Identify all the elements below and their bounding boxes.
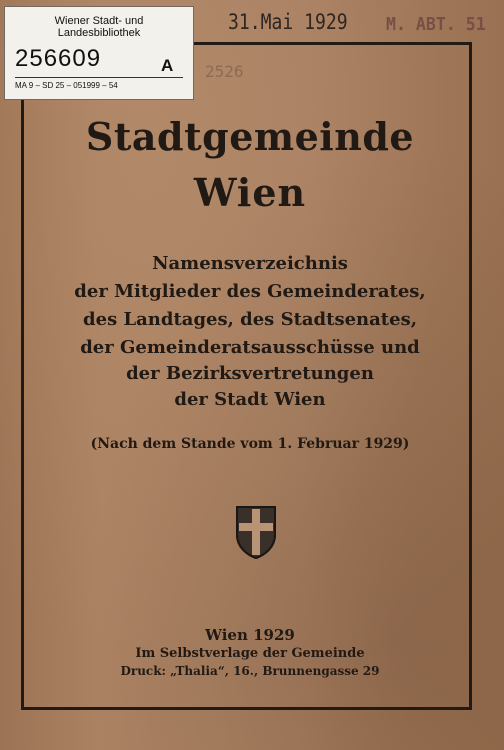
date-stamp: 31.Mai 1929 [228, 10, 348, 34]
library-shelf-number: 256609 [15, 45, 102, 72]
subtitle-line: des Landtages, des Stadtsenates, [83, 309, 417, 330]
title-line-2: Wien [193, 170, 307, 215]
library-code: MA 9 – SD 25 – 051999 – 54 [15, 81, 118, 90]
subtitle-line: der Gemeinderatsausschüsse und [80, 337, 420, 358]
library-name-line1: Wiener Stadt- und [54, 15, 144, 27]
subtitle-line: der Stadt Wien [174, 389, 326, 410]
library-label [4, 6, 194, 100]
title-line-1: Stadtgemeinde [85, 114, 415, 159]
archive-number: 2526 [205, 62, 244, 81]
vienna-coat-of-arms-icon [235, 505, 277, 563]
subtitle-line: der Bezirksvertretungen [126, 363, 374, 384]
imprint-publisher: Im Selbstverlage der Gemeinde [135, 646, 365, 661]
department-stamp: M. ABT. 51 [386, 14, 486, 35]
subtitle-line: Namensverzeichnis [152, 253, 348, 274]
status-date-note: (Nach dem Stande vom 1. Februar 1929) [90, 436, 410, 452]
subtitle-line: der Mitglieder des Gemeinderates, [74, 281, 426, 302]
library-name-line2: Landesbibliothek [57, 27, 141, 39]
library-shelf-letter: A [161, 56, 174, 75]
library-name [11, 15, 187, 39]
imprint-place-year: Wien 1929 [205, 626, 295, 644]
imprint-printer: Druck: „Thalia“, 16., Brunnengasse 29 [120, 664, 380, 678]
label-divider [15, 77, 183, 78]
